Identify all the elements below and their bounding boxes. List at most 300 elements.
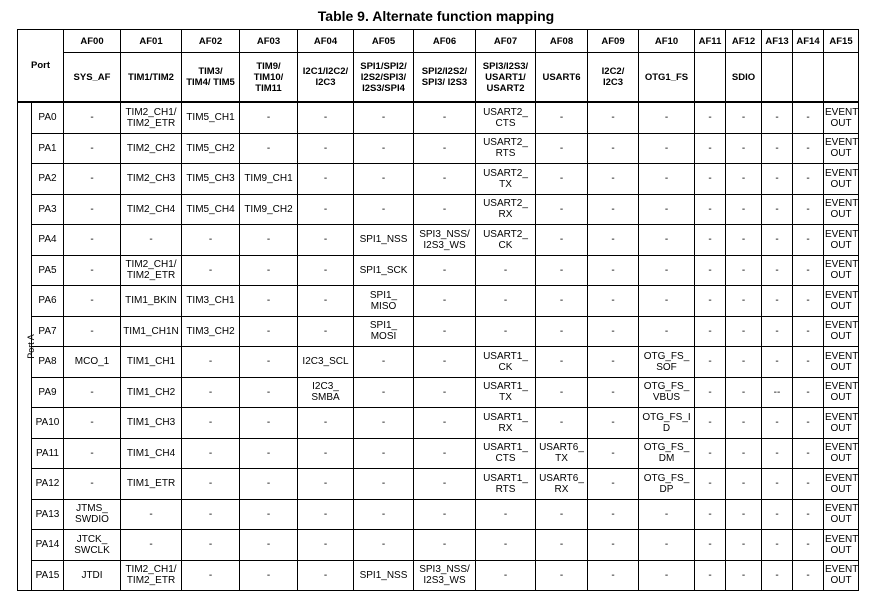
af-cell: - <box>476 286 536 317</box>
af-cell: - <box>639 133 695 164</box>
af-subheader-5: SPI1/SPI2/ I2S2/SPI3/ I2S3/SPI4 <box>354 53 414 103</box>
port-group-text: Port A <box>25 334 36 359</box>
af-header-12: AF12 <box>726 30 762 53</box>
af-cell: EVENT OUT <box>824 133 859 164</box>
af-cell: OTG_FS_ VBUS <box>639 377 695 408</box>
af-cell: - <box>182 225 240 256</box>
af-cell: - <box>64 408 121 439</box>
af-cell: - <box>240 469 298 500</box>
af-cell: - <box>414 316 476 347</box>
af-cell: - <box>240 255 298 286</box>
af-cell: - <box>588 164 639 195</box>
af-cell: SPI1_NSS <box>354 225 414 256</box>
af-cell: OTG_FS_I D <box>639 408 695 439</box>
af-cell: - <box>354 469 414 500</box>
af-cell: EVENT OUT <box>824 408 859 439</box>
af-cell: - <box>182 255 240 286</box>
af-cell: SPI3_NSS/ I2S3_WS <box>414 225 476 256</box>
af-cell: - <box>240 102 298 133</box>
af-cell: TIM1_BKIN <box>121 286 182 317</box>
af-cell: TIM9_CH2 <box>240 194 298 225</box>
af-cell: - <box>588 438 639 469</box>
af-cell: - <box>762 316 793 347</box>
af-cell: - <box>414 255 476 286</box>
af-cell: - <box>182 560 240 591</box>
af-cell: - <box>695 469 726 500</box>
table-row <box>18 530 859 561</box>
af-cell: EVENT OUT <box>824 530 859 561</box>
af-cell: - <box>182 438 240 469</box>
af-cell: OTG_FS_ DP <box>639 469 695 500</box>
af-cell: - <box>536 499 588 530</box>
af-subheader-7: SPI3/I2S3/ USART1/ USART2 <box>476 53 536 103</box>
af-header-7: AF07 <box>476 30 536 53</box>
af-cell: - <box>240 560 298 591</box>
af-cell: TIM5_CH4 <box>182 194 240 225</box>
af-subheader-15 <box>824 53 859 103</box>
af-cell: - <box>695 560 726 591</box>
af-subheader-9: I2C2/ I2C3 <box>588 53 639 103</box>
af-cell: EVENT OUT <box>824 194 859 225</box>
af-header-11: AF11 <box>695 30 726 53</box>
af-cell: - <box>639 286 695 317</box>
af-cell: TIM1_CH1N <box>121 316 182 347</box>
af-cell: - <box>536 102 588 133</box>
af-cell: - <box>64 255 121 286</box>
af-cell: SPI1_ MISO <box>354 286 414 317</box>
af-cell: - <box>536 530 588 561</box>
af-cell: - <box>182 347 240 378</box>
af-cell: - <box>588 225 639 256</box>
pin-name: PA11 <box>32 438 64 469</box>
af-cell: - <box>588 377 639 408</box>
af-cell: - <box>536 255 588 286</box>
af-cell: - <box>793 560 824 591</box>
af-cell: USART2_ TX <box>476 164 536 195</box>
af-cell: - <box>536 347 588 378</box>
af-header-2: AF02 <box>182 30 240 53</box>
af-cell: - <box>639 194 695 225</box>
af-cell: - <box>695 377 726 408</box>
af-cell: - <box>793 225 824 256</box>
af-cell: - <box>354 377 414 408</box>
pin-name: PA3 <box>32 194 64 225</box>
af-cell: - <box>793 347 824 378</box>
af-cell: - <box>64 286 121 317</box>
af-cell: - <box>726 286 762 317</box>
af-subheader-4: I2C1/I2C2/ I2C3 <box>298 53 354 103</box>
af-header-1: AF01 <box>121 30 182 53</box>
af-cell: - <box>639 530 695 561</box>
af-cell: - <box>414 499 476 530</box>
af-cell: - <box>64 164 121 195</box>
af-cell: - <box>240 133 298 164</box>
af-cell: USART2_ CTS <box>476 102 536 133</box>
af-cell: - <box>762 469 793 500</box>
af-cell: - <box>726 255 762 286</box>
pin-name: PA4 <box>32 225 64 256</box>
af-cell: TIM1_CH4 <box>121 438 182 469</box>
af-cell: - <box>726 560 762 591</box>
af-cell: - <box>240 286 298 317</box>
af-header-3: AF03 <box>240 30 298 53</box>
af-cell: - <box>298 408 354 439</box>
af-cell: - <box>762 530 793 561</box>
af-cell: - <box>354 499 414 530</box>
table-title: Table 9. Alternate function mapping <box>317 8 555 24</box>
af-cell: - <box>298 255 354 286</box>
af-cell: - <box>762 438 793 469</box>
af-cell: - <box>354 438 414 469</box>
table-row <box>18 347 859 378</box>
af-cell: - <box>762 560 793 591</box>
af-cell: - <box>793 164 824 195</box>
pin-name: PA8 <box>32 347 64 378</box>
af-subheader-13 <box>762 53 793 103</box>
af-cell: - <box>588 102 639 133</box>
af-cell: - <box>639 255 695 286</box>
af-cell: - <box>762 255 793 286</box>
af-cell: JTCK_ SWCLK <box>64 530 121 561</box>
af-subheader-2: TIM3/ TIM4/ TIM5 <box>182 53 240 103</box>
af-cell: - <box>762 225 793 256</box>
af-cell: - <box>588 560 639 591</box>
af-cell: - <box>536 133 588 164</box>
af-cell: - <box>588 408 639 439</box>
pin-name: PA12 <box>32 469 64 500</box>
alternate-function-table <box>17 29 859 591</box>
af-cell: - <box>695 347 726 378</box>
af-cell: TIM1_CH2 <box>121 377 182 408</box>
af-cell: TIM1_CH1 <box>121 347 182 378</box>
af-cell: EVENT OUT <box>824 164 859 195</box>
af-cell: - <box>588 499 639 530</box>
af-cell: TIM5_CH2 <box>182 133 240 164</box>
af-cell: - <box>793 194 824 225</box>
af-cell: - <box>298 560 354 591</box>
af-cell: SPI1_NSS <box>354 560 414 591</box>
af-cell: - <box>240 438 298 469</box>
af-cell: - <box>793 286 824 317</box>
af-cell: TIM1_ETR <box>121 469 182 500</box>
af-cell: - <box>726 133 762 164</box>
af-cell: - <box>726 164 762 195</box>
af-cell: - <box>298 286 354 317</box>
table-row <box>18 377 859 408</box>
pin-name: PA7 <box>32 316 64 347</box>
af-cell: EVENT OUT <box>824 438 859 469</box>
af-cell: USART6_ RX <box>536 469 588 500</box>
af-cell: - <box>639 225 695 256</box>
af-cell: - <box>298 499 354 530</box>
af-subheader-0: SYS_AF <box>64 53 121 103</box>
table-row <box>18 225 859 256</box>
pin-name: PA13 <box>32 499 64 530</box>
af-cell: EVENT OUT <box>824 560 859 591</box>
af-cell: JTDI <box>64 560 121 591</box>
af-cell: - <box>240 530 298 561</box>
af-cell: - <box>695 316 726 347</box>
af-cell: TIM2_CH1/ TIM2_ETR <box>121 560 182 591</box>
af-cell: - <box>414 469 476 500</box>
table-row <box>18 286 859 317</box>
af-cell: - <box>414 102 476 133</box>
af-cell: - <box>588 316 639 347</box>
af-cell: - <box>695 499 726 530</box>
af-cell: EVENT OUT <box>824 102 859 133</box>
af-cell: TIM5_CH1 <box>182 102 240 133</box>
af-cell: - <box>354 102 414 133</box>
af-cell: - <box>536 286 588 317</box>
af-cell: TIM2_CH1/ TIM2_ETR <box>121 255 182 286</box>
af-cell: OTG_FS_ SOF <box>639 347 695 378</box>
af-cell: - <box>240 225 298 256</box>
af-cell: - <box>298 469 354 500</box>
af-cell: - <box>64 133 121 164</box>
af-cell: - <box>64 316 121 347</box>
af-header-13: AF13 <box>762 30 793 53</box>
af-cell: - <box>695 102 726 133</box>
af-cell: - <box>64 225 121 256</box>
af-cell: TIM2_CH1/ TIM2_ETR <box>121 102 182 133</box>
af-cell: TIM5_CH3 <box>182 164 240 195</box>
af-cell: - <box>182 530 240 561</box>
af-header-15: AF15 <box>824 30 859 53</box>
af-cell: - <box>588 469 639 500</box>
af-cell: EVENT OUT <box>824 377 859 408</box>
af-cell: - <box>536 408 588 439</box>
table-row <box>18 194 859 225</box>
af-cell: - <box>588 530 639 561</box>
af-cell: TIM2_CH3 <box>121 164 182 195</box>
af-cell: - <box>762 286 793 317</box>
af-cell: EVENT OUT <box>824 316 859 347</box>
af-cell: - <box>121 225 182 256</box>
table-row <box>18 164 859 195</box>
pin-name: PA14 <box>32 530 64 561</box>
af-cell: - <box>64 102 121 133</box>
pin-name: PA9 <box>32 377 64 408</box>
af-cell: USART1_ CTS <box>476 438 536 469</box>
af-cell: - <box>695 408 726 439</box>
af-cell: - <box>793 377 824 408</box>
af-cell: EVENT OUT <box>824 347 859 378</box>
af-cell: USART1_ CK <box>476 347 536 378</box>
af-subheader-10: OTG1_FS <box>639 53 695 103</box>
af-cell: TIM9_CH1 <box>240 164 298 195</box>
af-cell: - <box>298 530 354 561</box>
af-cell: JTMS_ SWDIO <box>64 499 121 530</box>
af-cell: SPI3_NSS/ I2S3_WS <box>414 560 476 591</box>
af-cell: - <box>695 286 726 317</box>
pin-name: PA15 <box>32 560 64 591</box>
af-cell: - <box>793 408 824 439</box>
af-cell: USART2_ CK <box>476 225 536 256</box>
af-cell: - <box>726 408 762 439</box>
af-cell: - <box>240 347 298 378</box>
af-cell: - <box>414 286 476 317</box>
pin-name: PA10 <box>32 408 64 439</box>
af-cell: - <box>695 164 726 195</box>
af-cell: - <box>414 408 476 439</box>
af-cell: - <box>536 560 588 591</box>
af-cell: - <box>298 438 354 469</box>
pin-name: PA5 <box>32 255 64 286</box>
af-cell: - <box>726 347 762 378</box>
af-cell: - <box>639 499 695 530</box>
af-header-6: AF06 <box>414 30 476 53</box>
af-cell: - <box>695 194 726 225</box>
table-body <box>18 102 859 591</box>
af-cell: - <box>64 438 121 469</box>
af-subheader-row <box>18 53 859 103</box>
af-cell: - <box>762 408 793 439</box>
af-cell: - <box>182 377 240 408</box>
pin-name: PA6 <box>32 286 64 317</box>
af-cell: USART1_ TX <box>476 377 536 408</box>
af-cell: - <box>354 530 414 561</box>
af-cell: - <box>695 530 726 561</box>
af-cell: EVENT OUT <box>824 499 859 530</box>
af-cell: - <box>793 438 824 469</box>
af-cell: - <box>726 469 762 500</box>
af-cell: - <box>726 499 762 530</box>
af-cell: - <box>639 316 695 347</box>
af-cell: - <box>762 347 793 378</box>
af-cell: - <box>536 194 588 225</box>
af-cell: - <box>476 255 536 286</box>
table-row <box>18 438 859 469</box>
af-cell: - <box>476 530 536 561</box>
af-cell: - <box>695 438 726 469</box>
af-cell: - <box>64 194 121 225</box>
af-cell: - <box>726 377 762 408</box>
af-cell: TIM2_CH2 <box>121 133 182 164</box>
af-cell: - <box>588 133 639 164</box>
af-cell: EVENT OUT <box>824 255 859 286</box>
table-row <box>18 316 859 347</box>
af-cell: - <box>726 225 762 256</box>
af-cell: - <box>298 102 354 133</box>
table-row <box>18 133 859 164</box>
af-cell: - <box>726 102 762 133</box>
af-header-0: AF00 <box>64 30 121 53</box>
table-row <box>18 102 859 133</box>
af-cell: - <box>414 377 476 408</box>
af-cell: - <box>588 347 639 378</box>
af-cell: - <box>298 316 354 347</box>
af-cell: - <box>240 377 298 408</box>
af-cell: - <box>588 255 639 286</box>
af-cell: - <box>588 194 639 225</box>
pin-name: PA0 <box>32 102 64 133</box>
af-cell: - <box>414 133 476 164</box>
af-cell: EVENT OUT <box>824 225 859 256</box>
af-cell: TIM2_CH4 <box>121 194 182 225</box>
af-cell: - <box>762 164 793 195</box>
af-cell: - <box>536 377 588 408</box>
table-row <box>18 469 859 500</box>
af-cell: - <box>726 530 762 561</box>
table-row <box>18 560 859 591</box>
af-cell: - <box>182 469 240 500</box>
af-subheader-6: SPI2/I2S2/ SPI3/ I2S3 <box>414 53 476 103</box>
af-cell: - <box>121 499 182 530</box>
pin-name: PA1 <box>32 133 64 164</box>
af-subheader-3: TIM9/ TIM10/ TIM11 <box>240 53 298 103</box>
af-cell: EVENT OUT <box>824 286 859 317</box>
af-cell: - <box>639 560 695 591</box>
af-header-5: AF05 <box>354 30 414 53</box>
af-cell: - <box>240 499 298 530</box>
af-subheader-11 <box>695 53 726 103</box>
af-cell: - <box>793 133 824 164</box>
af-cell: - <box>414 347 476 378</box>
af-cell: - <box>695 225 726 256</box>
af-cell: USART1_ RX <box>476 408 536 439</box>
af-cell: - <box>414 530 476 561</box>
af-header-9: AF09 <box>588 30 639 53</box>
af-cell: - <box>354 194 414 225</box>
af-cell: - <box>298 164 354 195</box>
af-cell: - <box>182 408 240 439</box>
af-cell: - <box>240 316 298 347</box>
af-cell: TIM1_CH3 <box>121 408 182 439</box>
af-cell: - <box>414 194 476 225</box>
af-cell: - <box>793 316 824 347</box>
af-cell: SPI1_SCK <box>354 255 414 286</box>
af-cell: - <box>536 225 588 256</box>
af-cell: - <box>762 499 793 530</box>
af-header-8: AF08 <box>536 30 588 53</box>
af-cell: EVENT OUT <box>824 469 859 500</box>
af-cell: - <box>536 316 588 347</box>
af-cell: - <box>793 255 824 286</box>
af-cell: - <box>64 377 121 408</box>
af-cell: USART2_ RX <box>476 194 536 225</box>
af-cell: - <box>182 499 240 530</box>
af-cell: - <box>121 530 182 561</box>
af-cell: - <box>536 164 588 195</box>
af-subheader-1: TIM1/TIM2 <box>121 53 182 103</box>
af-cell: - <box>354 133 414 164</box>
af-cell: - <box>726 438 762 469</box>
af-cell: - <box>793 469 824 500</box>
af-cell: - <box>64 469 121 500</box>
af-cell: - <box>695 255 726 286</box>
af-cell: - <box>639 102 695 133</box>
af-cell: I2C3_ SMBA <box>298 377 354 408</box>
af-subheader-8: USART6 <box>536 53 588 103</box>
table-row <box>18 499 859 530</box>
pin-name: PA2 <box>32 164 64 195</box>
af-header-10: AF10 <box>639 30 695 53</box>
af-cell: - <box>298 225 354 256</box>
af-subheader-12: SDIO <box>726 53 762 103</box>
af-cell: - <box>726 316 762 347</box>
af-cell: TIM3_CH2 <box>182 316 240 347</box>
af-cell: - <box>476 499 536 530</box>
af-cell: - <box>476 316 536 347</box>
af-cell: SPI1_ MOSI <box>354 316 414 347</box>
af-cell: - <box>639 164 695 195</box>
af-cell: OTG_FS_ DM <box>639 438 695 469</box>
af-cell: - <box>298 133 354 164</box>
af-cell: - <box>793 530 824 561</box>
af-cell: - <box>762 133 793 164</box>
af-header-14: AF14 <box>793 30 824 53</box>
af-cell: - <box>414 438 476 469</box>
